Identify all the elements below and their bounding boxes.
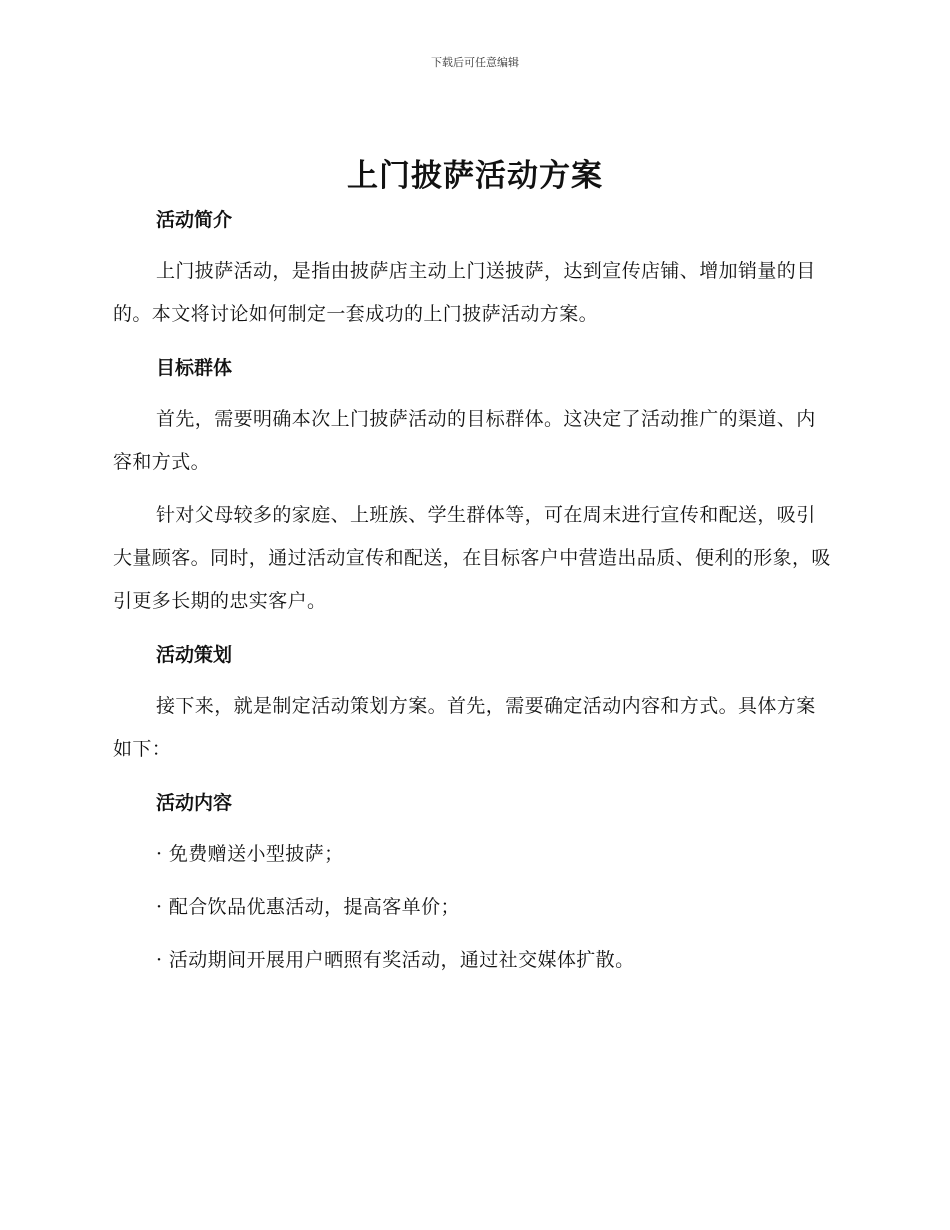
document-body [113,200,833,982]
list-item: · 免费赠送小型披萨； [156,843,344,865]
document-title: 上门披萨活动方案 [347,158,603,194]
section-heading-content: 活动内容 [156,792,233,814]
section-heading-intro: 活动简介 [156,209,233,231]
list-item: · 配合饮品优惠活动，提高客单价； [156,896,460,918]
section-heading-planning: 活动策划 [156,644,233,666]
paragraph-target-group-2: 针对父母较多的家庭、上班族、学生群体等，可在周末进行宣传和配送，吸引大量顾客。同时，通过活动宣传和配送，在目标客户中营造出品质、便利的形象，吸引更多长期的忠实客户。 [113,504,831,612]
list-item: · 活动期间开展用户晒照有奖活动，通过社交媒体扩散。 [156,949,635,971]
section-heading-target-group: 目标群体 [156,357,233,379]
paragraph-intro: 上门披萨活动，是指由披萨店主动上门送披萨，达到宣传店铺、增加销量的目的。本文将讨论如何制定一套成功的上门披萨活动方案。 [113,260,816,325]
header-note: 下载后可任意编辑 [431,56,519,69]
paragraph-target-group-1: 首先，需要明确本次上门披萨活动的目标群体。这决定了活动推广的渠道、内容和方式。 [113,408,816,473]
paragraph-planning: 接下来，就是制定活动策划方案。首先，需要确定活动内容和方式。具体方案如下： [113,695,816,760]
